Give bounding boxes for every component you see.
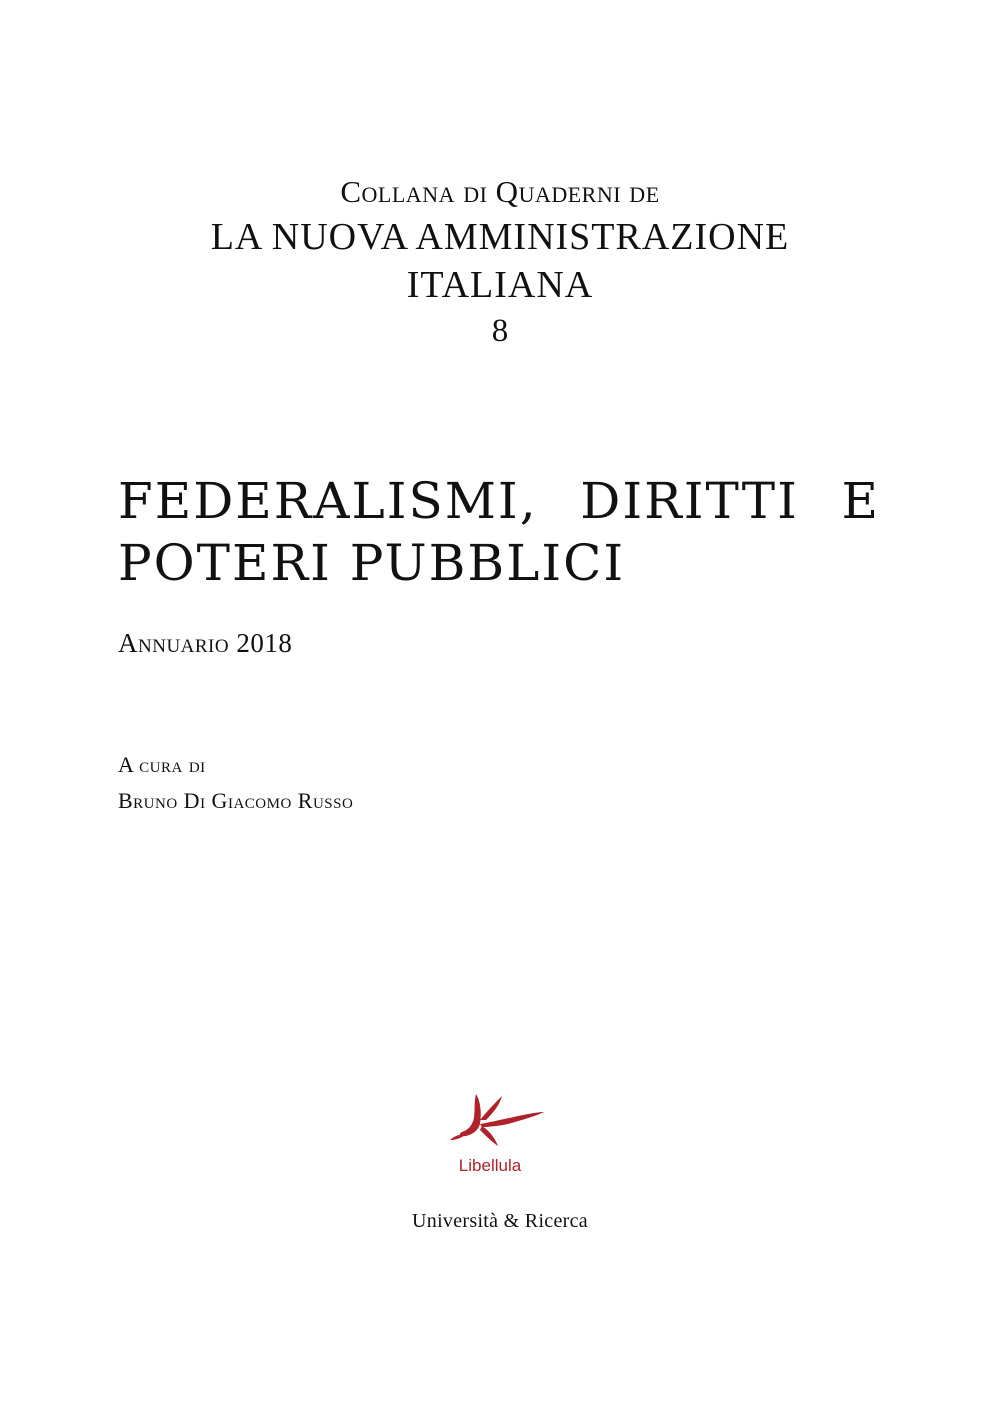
book-title [118,470,880,594]
series-title-line2: ITALIANA [406,264,594,306]
book-title-line2: POTERI PUBBLICI [118,534,626,592]
book-title-word: DIRITTI [580,472,799,530]
series-title-line1: LA NUOVA AMMINISTRAZIONE [210,216,790,258]
series-block [0,172,1000,354]
book-title-word: FEDERALISMI, [118,472,538,530]
editor-label: A cura di [118,752,206,777]
book-title-line1 [118,470,880,532]
series-number: 8 [491,313,509,349]
publisher-logo-text: Libellula [458,1156,522,1175]
book-subtitle: Annuario 2018 [118,628,293,658]
dragonfly-logo-icon [436,1090,546,1156]
editor-name: Bruno Di Giacomo Russo [118,788,354,813]
publisher-imprint: Università & Ricerca [412,1210,588,1232]
book-title-word: E [841,472,880,530]
publisher-logo [440,1090,560,1180]
series-label: Collana di Quaderni de [340,174,660,209]
